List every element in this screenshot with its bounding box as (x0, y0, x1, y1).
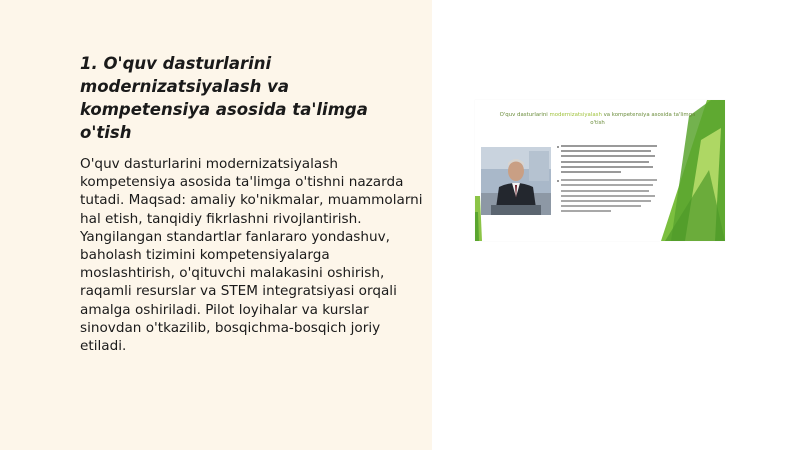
thumbnail-bullet (557, 178, 661, 214)
slide-thumbnail-image (475, 100, 725, 241)
speaker-photo (481, 147, 551, 215)
thumbnail-bullet (557, 144, 661, 175)
thumbnail-bullet-list (557, 144, 661, 218)
slide-body-text: O'quv dasturlarini modernizatsiyalash kompetensiya asosida ta'limga o'tishni nazarda tutadi. Maqsad: amaliy ko'nikmalar, muammolarni hal etish, tanqidiy fikrlashni rivojlantirish. Yangilangan standartlar fanlararo yondashuv, baholash tizimini kompetensiyalarga moslashtirish, o'qituvchi malakasini oshirish, raqamli resurslar va STEM integratsiyasi orqali amalga oshiriladi. Pilot loyihalar va kurslar sinovdan o'tkazilib, bosqichma-bosqich joriy etiladi. (80, 156, 423, 355)
slide-heading: 1. O'quv dasturlarini modernizatsiyalash va kompetensiya asosida ta'limga o'tish (80, 54, 368, 142)
thumbnail-title: O'quv dasturlarini modernizatsiyalash va kompetensiya asosida ta'limga o'tish (499, 112, 696, 126)
